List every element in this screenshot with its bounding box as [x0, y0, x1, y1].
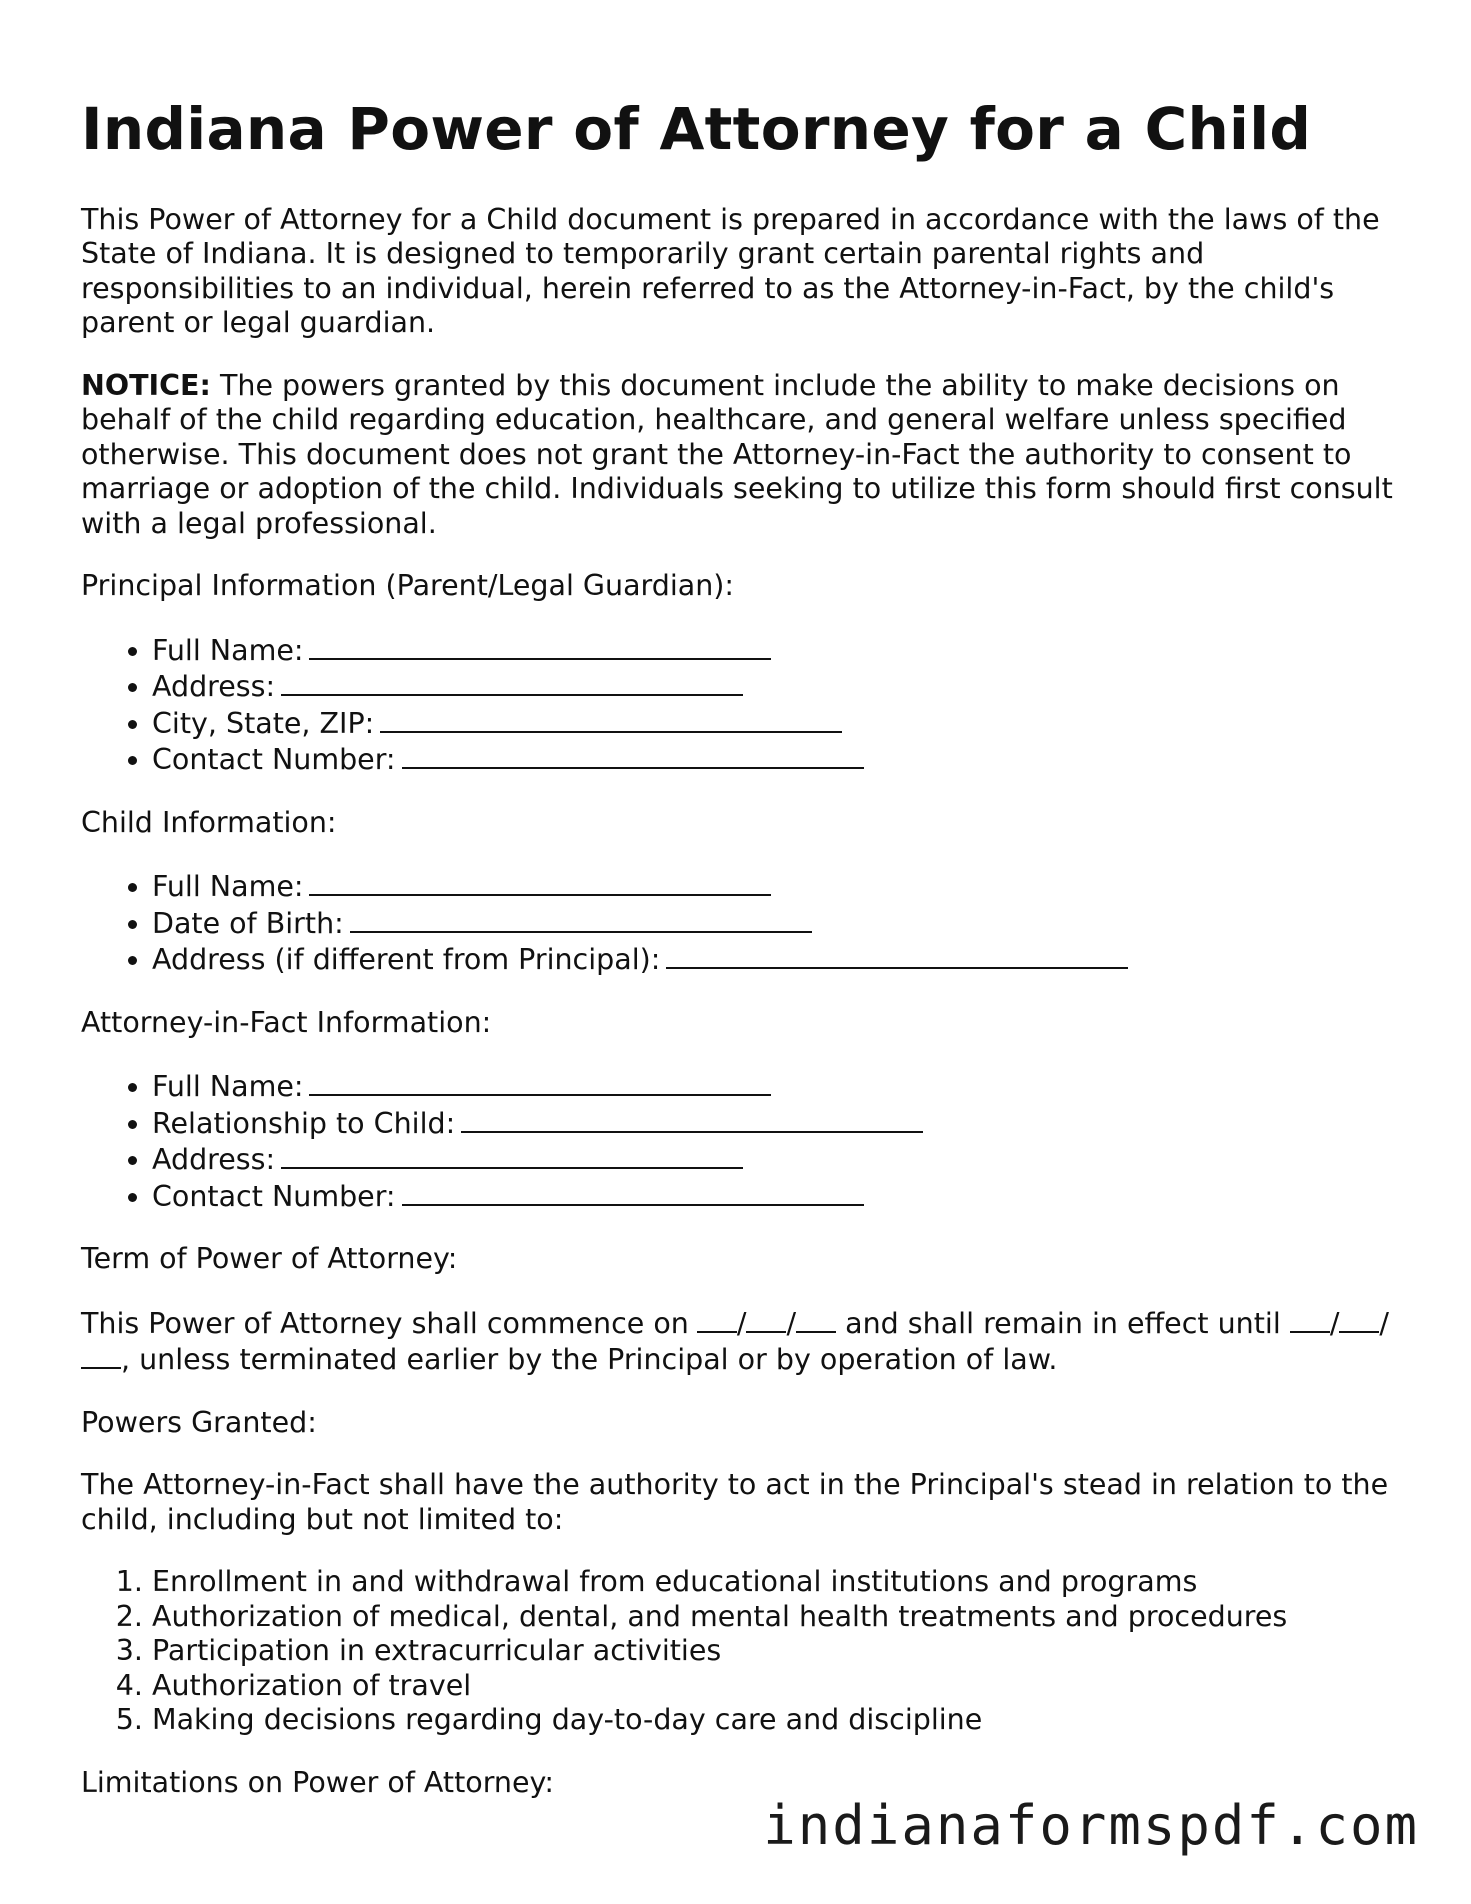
document-title: Indiana Power of Attorney for a Child — [81, 95, 1312, 163]
term-paragraph: This Power of Attorney shall commence on / / and shall remain in effect until / /, unless terminated earlier by the Principal or by operation of law. — [81, 1306, 1390, 1377]
attorney-fields-list — [81, 1068, 1411, 1214]
attorney-heading: Attorney-in-Fact Information: — [81, 1005, 492, 1039]
fill-in-blank[interactable] — [281, 1141, 743, 1169]
end-month-blank[interactable] — [1290, 1305, 1330, 1333]
term-heading: Term of Power of Attorney: — [81, 1242, 458, 1276]
list-item: • Contact Number: — [152, 1178, 1411, 1215]
fill-in-blank[interactable] — [309, 1068, 771, 1096]
list-item: 2. Authorization of medical, dental, and mental health treatments and procedures — [152, 1600, 1411, 1635]
fill-in-blank[interactable] — [350, 905, 812, 933]
list-item: 3. Participation in extracurricular activities — [152, 1634, 1411, 1669]
end-day-blank[interactable] — [1339, 1305, 1379, 1333]
limitations-heading: Limitations on Power of Attorney: — [81, 1765, 554, 1799]
list-item: • Address: — [152, 1141, 1411, 1178]
list-item: 1. Enrollment in and withdrawal from educational institutions and programs — [152, 1565, 1411, 1600]
end-year-blank[interactable] — [81, 1341, 121, 1369]
powers-intro: The Attorney-in-Fact shall have the authority to act in the Principal's stead in relation to the child, including but not limited to: — [81, 1468, 1389, 1536]
list-item: • Address: — [152, 668, 1411, 705]
powers-heading: Powers Granted: — [81, 1405, 317, 1439]
list-item: • Full Name: — [152, 868, 1411, 905]
list-item: 5. Making decisions regarding day-to-day care and discipline — [152, 1703, 1411, 1738]
start-day-blank[interactable] — [746, 1305, 786, 1333]
fill-in-blank[interactable] — [402, 1178, 864, 1206]
site-watermark: indianaformspdf.com — [763, 1794, 1419, 1857]
fill-in-blank[interactable] — [309, 868, 771, 896]
list-item: • Date of Birth: — [152, 905, 1411, 942]
child-fields-list — [81, 868, 1411, 978]
document-page — [81, 96, 1411, 1828]
notice-text: The powers granted by this document include the ability to make decisions on behalf of the child regarding education, healthcare, and general welfare unless specified otherwise. This document does not grant the Attorney-in-Fact the authority to consent to marriage or adoption of the child. Individuals seeking to utilize this form should first consult with a legal professional. — [81, 368, 1393, 540]
notice-paragraph — [81, 369, 1411, 542]
fill-in-blank[interactable] — [380, 705, 842, 733]
child-heading: Child Information: — [81, 805, 337, 839]
principal-heading: Principal Information (Parent/Legal Guardian): — [81, 569, 735, 603]
fill-in-blank[interactable] — [281, 668, 743, 696]
principal-fields-list — [81, 632, 1411, 778]
start-month-blank[interactable] — [697, 1305, 737, 1333]
notice-label: NOTICE: — [81, 368, 211, 402]
intro-paragraph: This Power of Attorney for a Child document is prepared in accordance with the laws of the State of Indiana. It is designed to temporarily grant certain parental rights and responsibilities to an individual, herein referred to as the Attorney-in-Fact, by the child's parent or legal guardian. — [81, 202, 1380, 340]
list-item: • Relationship to Child: — [152, 1105, 1411, 1142]
list-item: • Address (if different from Principal): — [152, 941, 1411, 978]
list-item: • City, State, ZIP: — [152, 705, 1411, 742]
list-item: • Contact Number: — [152, 741, 1411, 778]
list-item: • Full Name: — [152, 632, 1411, 669]
fill-in-blank[interactable] — [309, 632, 771, 660]
powers-list — [81, 1565, 1411, 1738]
fill-in-blank[interactable] — [666, 941, 1128, 969]
list-item: • Full Name: — [152, 1068, 1411, 1105]
fill-in-blank[interactable] — [461, 1105, 923, 1133]
list-item: 4. Authorization of travel — [152, 1669, 1411, 1704]
start-year-blank[interactable] — [796, 1305, 836, 1333]
fill-in-blank[interactable] — [402, 741, 864, 769]
